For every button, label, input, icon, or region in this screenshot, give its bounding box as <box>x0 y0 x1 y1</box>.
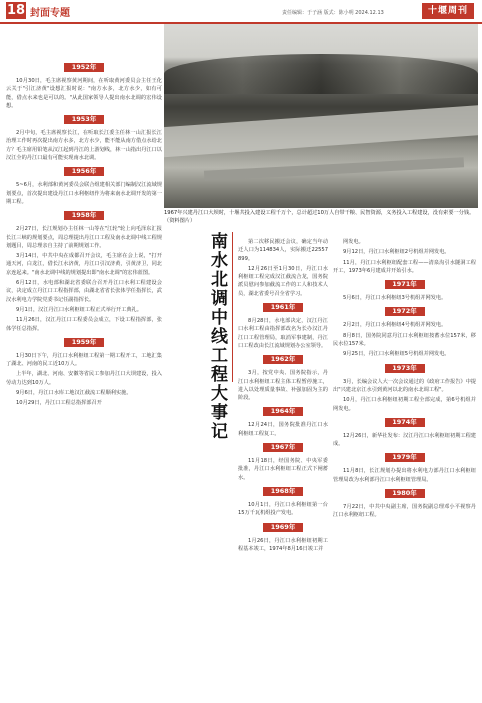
event-paragraph: 7月22日，中共中央副主席，国务院副总理邓小平视察丹江口水利枢纽工程。 <box>333 504 476 519</box>
year-badge: 1953年 <box>64 115 104 124</box>
event-paragraph: 1月26日，丹江口水利枢纽初期工程基本竣工，1974年8月16日竣工并 <box>238 537 328 552</box>
event-paragraph: 9月12日，丹江口水利枢纽2号机组并网发电。 <box>343 249 450 256</box>
year-badge: 1961年 <box>263 303 303 312</box>
year-badge: 1971年 <box>385 280 425 289</box>
event-paragraph: 8月8日，国务院同意丹江口水利枢纽按蓄水位157米，移民水位157米。 <box>333 332 476 348</box>
event-paragraph: 5月6日，丹江口水利枢纽3号机组并网发电。 <box>343 295 447 302</box>
event-paragraph: 12月24日，国务院批准丹江口水利枢纽工程复工。 <box>238 422 328 437</box>
event-paragraph: 2月中旬，毛主席视察长江，在听取长江委主任林一山汇报长江治理工作时再次提出南方水多，北方水少，能不能从南方借点水给北方？毛主席用铅笔从汉江起到丹江的上游划线，林一山指出丹江口以汉江全的丹江口最有可能实现南水北调。 <box>6 130 162 162</box>
title-divider <box>232 232 233 382</box>
event-paragraph: 10月，丹江口水利枢纽初期工程全部完成，第6号机组并网发电。 <box>333 397 476 412</box>
event-paragraph: 1月30日下午，丹江口水利枢纽工程第一期工程开工，工地汇集了湖北、河南的民工近10万人。 <box>6 352 162 368</box>
photo-river <box>164 103 478 158</box>
brand-logo: 十堰周刊 <box>422 3 474 19</box>
year-badge: 1974年 <box>385 418 425 427</box>
event-paragraph: 11月8日，长江规划办提出将水利电力部丹江口水利枢纽管理局改为水利部丹江口水利枢纽管理局。 <box>333 468 476 483</box>
event-paragraph: 2月2日，丹江口水利枢纽4号机组并网发电。 <box>343 322 447 329</box>
event-paragraph: 9月1日，汉江丹江口水利枢纽工程正式举行开工典礼。 <box>16 306 142 313</box>
year-badge: 1973年 <box>385 364 425 373</box>
year-badge: 1968年 <box>263 487 303 496</box>
photo-mountains <box>164 54 478 94</box>
year-badge: 1962年 <box>263 355 303 364</box>
year-badge: 1964年 <box>263 407 303 416</box>
section-title: 封面专题 <box>30 8 70 19</box>
event-paragraph: 第二次移民搬迁会议，确定当年动迁人口为114834人，实际搬迁22557899。 <box>238 239 328 262</box>
event-paragraph: 11月18日，经国务院、中央军委批准，丹江口水利枢纽工程正式下闸蓄水。 <box>238 458 328 481</box>
event-paragraph: 网发电。 <box>343 239 364 245</box>
event-paragraph: 3月14日，中共中央在成都召开会议，毛主席在会上说，"打开通天河，白龙江，借长江水济黄，丹江口引汉济黄，引黄济卫，同北京连起来。"南水北调中线的规划提出即"南水北调"的宏伟蓝图。 <box>6 253 162 276</box>
year-badge: 1952年 <box>64 63 104 72</box>
editors-line: 责任编辑：于子涵 版式：陈小明 2024.12.13 <box>282 10 384 16</box>
event-paragraph: 2月27日，长江规划办主任林一山等在"江轮"轮上向毛泽东汇报长江三峡的规划要点，周总理提出丹江口工程及南水北调中线工程规划题目，周总理亲自主持了前期规划工作。 <box>6 226 162 249</box>
year-badge: 1967年 <box>263 443 303 452</box>
event-paragraph: 11月26日，汉江丹江口工程委员会成立，下设工程指挥部，张体学任总指挥。 <box>6 317 162 332</box>
event-paragraph: 12月26日至1月30日，丹江口水利枢纽工程完成汉江截流合龙，国务院派员慰问参加截流工作的工人和技术人员，湖北省委号召全省学习。 <box>238 265 328 297</box>
event-paragraph: 3月，长编会议人大一次会议通过的《政府工作报告》中提出"兴建北京江水引到黄河以北的南水北调工程"。 <box>333 378 476 393</box>
year-badge: 1969年 <box>263 523 303 532</box>
year-badge: 1958年 <box>64 211 104 220</box>
column-3 <box>238 238 328 555</box>
historical-photo <box>164 24 478 208</box>
event-paragraph: 3月，按党中央、国务院指示，丹江口水利枢纽工程主体工程暂停施工，进入以处理质量事故、补强加固为主的阶段。 <box>238 370 328 402</box>
column-4 <box>333 238 476 522</box>
event-paragraph: 11月，丹江口水利枢纽配套工程——清泉沟引水隧洞工程开工，1973年6月建成并开始引水。 <box>333 259 476 274</box>
page-number: 18 <box>6 3 26 18</box>
column-1 <box>6 58 162 410</box>
event-paragraph: 10月1日，丹江口水利枢纽第一台15万千瓦机组投产发电。 <box>238 501 328 517</box>
event-paragraph: 5~6月，水利部和黄河委员会联合组建相关部门编制汉江流域规划要点，首次提出建设丹江口水利枢纽作为将来南水北调开发的第一期工程。 <box>6 182 162 205</box>
event-paragraph: 9月6日，丹江口水库工地汉江截流工程顺利实施。 <box>16 390 132 397</box>
year-badge: 1980年 <box>385 489 425 498</box>
event-paragraph: 上半年，湖北、河南、安徽等省民工参加丹江口大坝建设，投入劳动力达到10万人。 <box>6 371 162 386</box>
event-paragraph: 9月25日，丹江口水利枢纽5号机组并网发电。 <box>343 351 450 358</box>
event-paragraph: 10月29日，丹江口工程总指挥部召开 <box>16 400 102 407</box>
photo-dam <box>204 157 464 181</box>
event-paragraph: 10月30日，毛主席视察黄河期间，在听取黄河委员会主任王化云关于"引江济黄"设想汇报时说："南方水多，北方水少，如有可能，借点水来也是可以的。"从此国家领导人提出南水北调的宏伟设想。 <box>6 78 162 109</box>
page-header <box>0 0 482 24</box>
year-badge: 1972年 <box>385 307 425 316</box>
event-paragraph: 6月12日，水电部和湖北省委联合召开丹江口水利工程建设会议，决定成立丹江口工程指挥部，由湖北省省长张体学任指挥长，武汉水利电力学院党委书记任副指挥长。 <box>6 280 162 303</box>
event-paragraph: 8月28日，水电部决定，汉江丹江口水利工程由指挥部改名为长办汉江丹江口工程管理局，取消军事建制，丹江口工程改由长江流域规划办公室领导。 <box>238 318 328 349</box>
article-title: 南水北调中线工程大事记 <box>207 232 227 441</box>
photo-caption: 1967年兴建丹江口大坝时，十堰共投入建设工程千万个，总计超过10万人自带干粮、民智资源，义务投入工程建设，没有索要一分钱。（资料图片） <box>164 210 475 224</box>
year-badge: 1956年 <box>64 167 104 176</box>
event-paragraph: 12月26日，新华社发布：汉江丹江口水利枢纽初期工程建成。 <box>333 432 476 448</box>
year-badge: 1979年 <box>385 453 425 462</box>
year-badge: 1959年 <box>64 338 104 347</box>
